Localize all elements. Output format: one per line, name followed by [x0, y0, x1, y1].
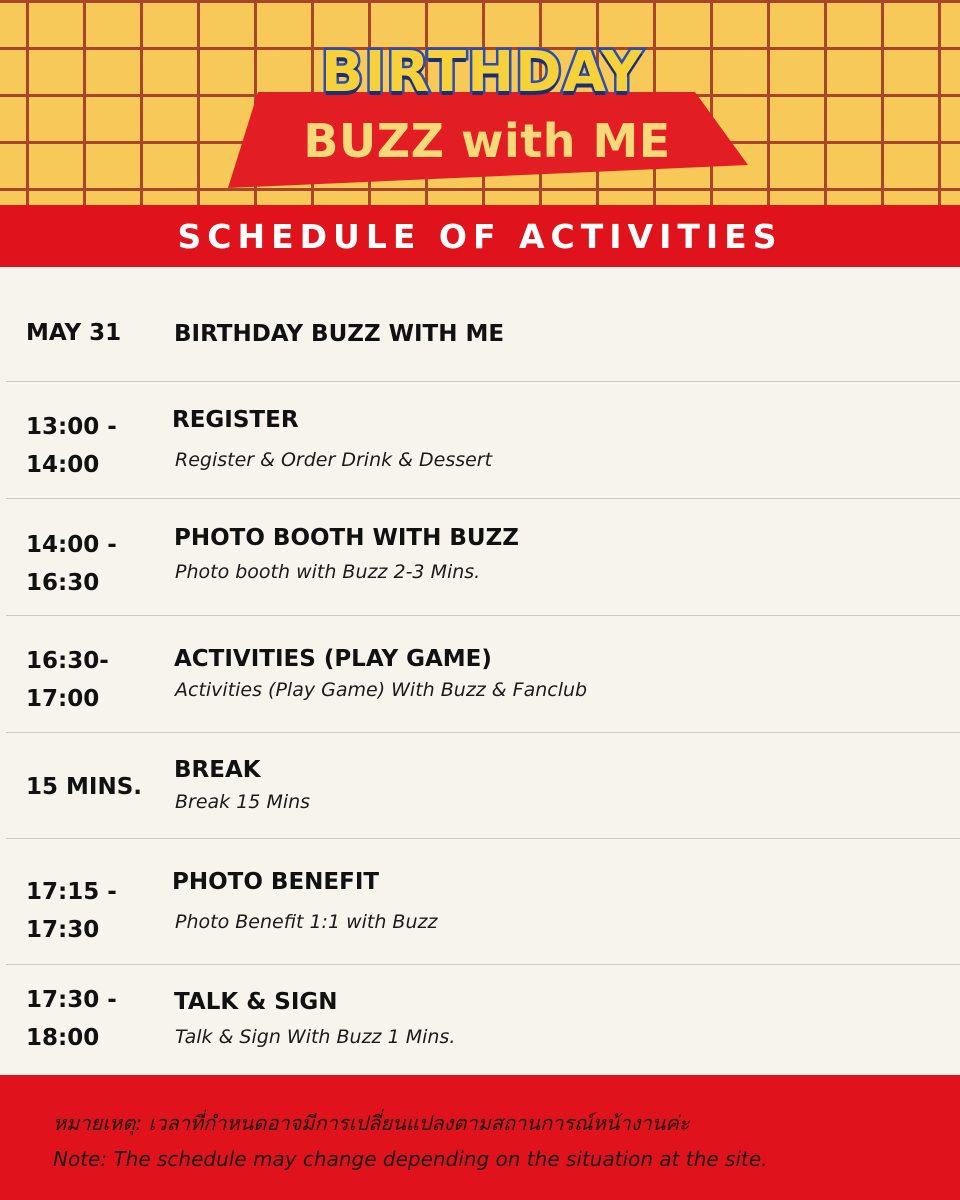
schedule-description: Photo Benefit 1:1 with Buzz [175, 911, 438, 933]
schedule-description: Photo booth with Buzz 2-3 Mins. [175, 561, 481, 583]
schedule-description: Talk & Sign With Buzz 1 Mins. [175, 1026, 456, 1048]
schedule-time: 13:00 - 14:00 [26, 414, 117, 478]
schedule-time: 17:30 - 18:00 [26, 987, 117, 1051]
schedule-time: 15 MINS. [26, 774, 143, 800]
schedule-activity: PHOTO BOOTH WITH BUZZ [174, 525, 519, 551]
schedule-row-date [6, 267, 960, 382]
schedule-row-break [6, 733, 960, 839]
schedule-row-talk-sign [6, 965, 960, 1075]
schedule-time: 17:15 - 17:30 [26, 879, 117, 943]
logo-birthday-text: BIRTHDAY [320, 40, 644, 105]
schedule-row-activities [6, 616, 960, 733]
schedule-description: Register & Order Drink & Dessert [175, 449, 493, 471]
footer-note [0, 1075, 960, 1200]
schedule-activity: PHOTO BENEFIT [172, 869, 380, 895]
header-grid-background [0, 0, 960, 205]
schedule-description: Activities (Play Game) With Buzz & Fanclub [175, 679, 588, 701]
schedule-activity: BIRTHDAY BUZZ WITH ME [174, 321, 505, 347]
note-english: Note: The schedule may change depending on the situation at the site. [53, 1147, 768, 1171]
schedule-activity: TALK & SIGN [174, 989, 338, 1015]
schedule-title-bar [0, 205, 960, 267]
schedule-time: MAY 31 [26, 320, 122, 346]
schedule-activity: BREAK [174, 757, 261, 783]
schedule-table [0, 267, 960, 1075]
schedule-description: Break 15 Mins [175, 791, 311, 813]
schedule-activity: REGISTER [172, 407, 299, 433]
schedule-time: 14:00 - 16:30 [26, 532, 117, 596]
schedule-activity: ACTIVITIES (PLAY GAME) [174, 646, 492, 672]
schedule-row-photo-benefit [6, 839, 960, 965]
note-thai: หมายเหตุ: เวลาที่กำหนดอาจมีการเปลี่ยนแปลงตามสถานการณ์หน้างานค่ะ [53, 1111, 690, 1135]
schedule-row-photo-booth [6, 499, 960, 616]
schedule-title: SCHEDULE OF ACTIVITIES [177, 216, 783, 256]
schedule-time: 16:30- 17:00 [26, 648, 109, 712]
logo-buzz-with-me-text: BUZZ with ME [303, 114, 671, 168]
schedule-row-register [6, 382, 960, 499]
